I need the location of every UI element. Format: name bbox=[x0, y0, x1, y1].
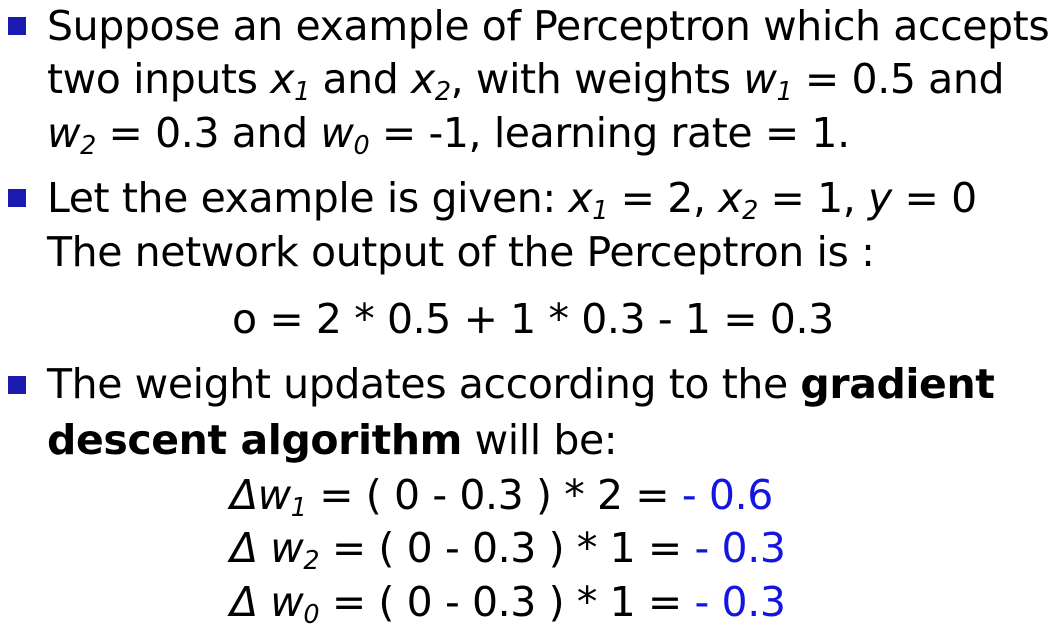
bullet2-line2 bbox=[47, 226, 875, 278]
var-x: x bbox=[411, 55, 435, 103]
bold-text: gradient bbox=[800, 360, 995, 408]
text: = ( 0 - 0.3 ) * 1 = bbox=[319, 578, 695, 626]
text: Suppose an example of Perceptron which accepts bbox=[47, 2, 1050, 50]
text: Let the example is given: bbox=[47, 174, 569, 222]
bullet3-line2 bbox=[47, 414, 617, 466]
text: = 2, bbox=[608, 174, 719, 222]
text: The network output of the Perceptron is : bbox=[47, 228, 875, 276]
output-equation bbox=[232, 293, 834, 345]
sub: 2 bbox=[80, 130, 96, 161]
delta-symbol: Δ bbox=[230, 524, 271, 572]
result-value: - 0.3 bbox=[694, 578, 786, 626]
sub: 0 bbox=[353, 130, 370, 161]
text: = ( 0 - 0.3 ) * 1 = bbox=[319, 524, 695, 572]
sub: 2 bbox=[434, 76, 451, 107]
result-value: - 0.3 bbox=[694, 524, 786, 572]
text: = 0.5 and bbox=[792, 55, 1005, 103]
bullet-marker bbox=[8, 376, 26, 394]
var-w: w bbox=[743, 55, 777, 103]
var-x: x bbox=[568, 174, 593, 222]
delta-symbol: Δ bbox=[230, 471, 258, 519]
result-value: - 0.6 bbox=[681, 471, 773, 519]
var-w: w bbox=[47, 109, 81, 157]
var-w: w bbox=[270, 524, 304, 572]
sub: 1 bbox=[294, 76, 310, 107]
var-w: w bbox=[257, 471, 291, 519]
sub: 1 bbox=[592, 195, 609, 226]
bullet3-line1 bbox=[47, 358, 994, 410]
update-w2 bbox=[230, 522, 786, 574]
text: = ( 0 - 0.3 ) * 2 = bbox=[306, 471, 682, 519]
var-w: w bbox=[270, 578, 304, 626]
text: = 1, bbox=[757, 174, 869, 222]
text: o = 2 * 0.5 + 1 * 0.3 - 1 = 0.3 bbox=[232, 295, 834, 343]
text: = 0.3 and bbox=[95, 109, 321, 157]
text: = -1, learning rate = 1. bbox=[369, 109, 850, 157]
sub: 1 bbox=[776, 76, 793, 107]
text: = 0 bbox=[891, 174, 977, 222]
update-w0 bbox=[230, 576, 786, 628]
text: The weight updates according to the bbox=[47, 360, 801, 408]
text: will be: bbox=[461, 416, 618, 464]
var-w: w bbox=[320, 109, 354, 157]
text: and bbox=[309, 55, 412, 103]
bullet2-line1 bbox=[47, 172, 977, 224]
bullet-marker bbox=[8, 189, 26, 207]
var-x: x bbox=[270, 55, 295, 103]
text: two inputs bbox=[47, 55, 271, 103]
bullet1-line2 bbox=[47, 53, 1004, 105]
bullet1-line1 bbox=[47, 0, 1049, 52]
text: , with weights bbox=[450, 55, 744, 103]
sub: 0 bbox=[303, 599, 320, 630]
sub: 2 bbox=[303, 545, 320, 576]
bullet-marker bbox=[8, 17, 26, 35]
bold-text: descent algorithm bbox=[47, 416, 462, 464]
var-y: y bbox=[868, 174, 892, 222]
var-x: x bbox=[718, 174, 743, 222]
sub: 1 bbox=[290, 492, 307, 523]
bullet1-line3 bbox=[47, 107, 850, 159]
sub: 2 bbox=[742, 195, 758, 226]
update-w1 bbox=[230, 469, 773, 521]
delta-symbol: Δ bbox=[230, 578, 271, 626]
